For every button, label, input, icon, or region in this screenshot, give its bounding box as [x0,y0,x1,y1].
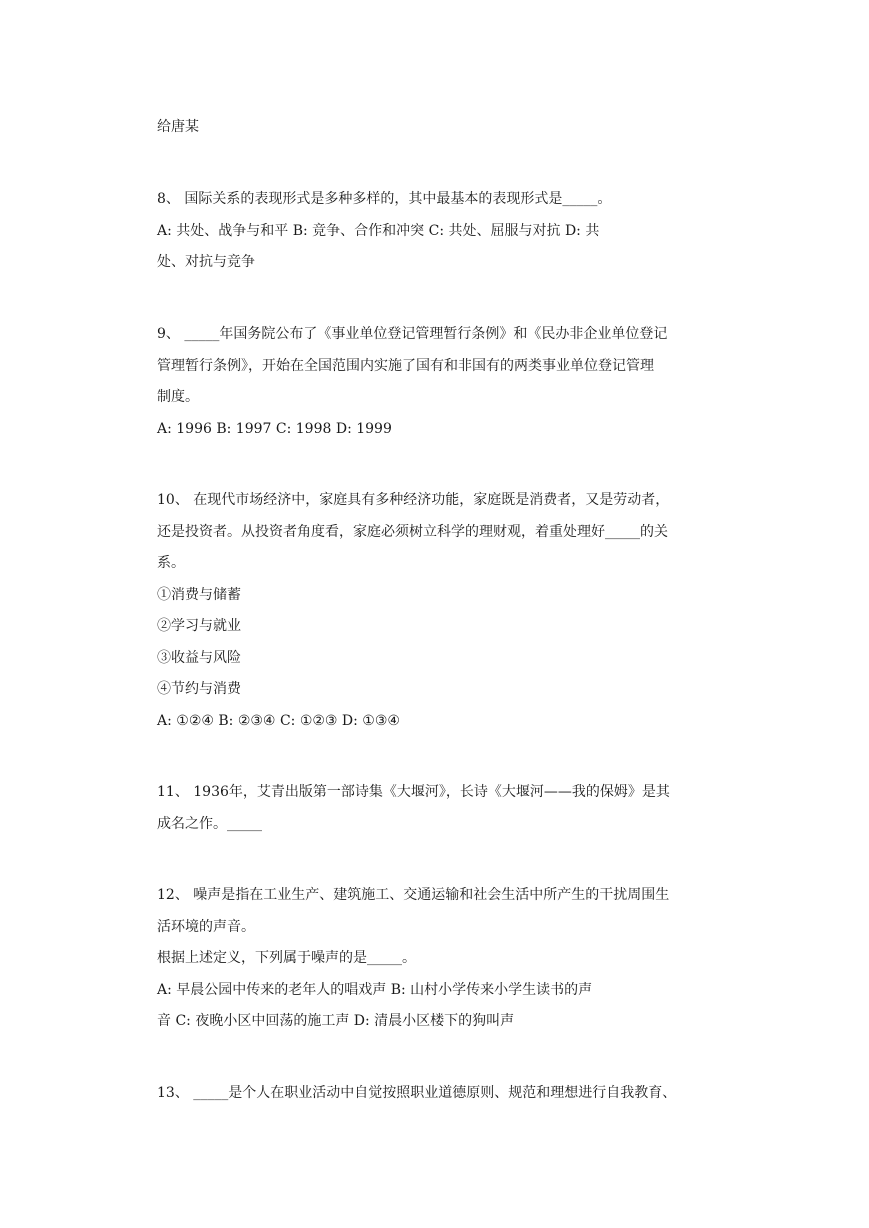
question-10-stem-line-3: 系。 [157,555,185,571]
question-10-item-4: ④节约与消费 [157,681,241,697]
question-10-stem-line-1: 10、 在现代市场经济中，家庭具有多种经济功能，家庭既是消费者，又是劳动者， [157,492,670,508]
question-10-item-1: ①消费与储蓄 [157,587,241,603]
question-12-options-line-1: A: 早晨公园中传来的老年人的唱戏声 B: 山村小学传来小学生读书的声 [157,982,593,998]
question-10-item-2: ②学习与就业 [157,618,241,634]
question-8-options-line-1: A: 共处、战争与和平 B: 竞争、合作和冲突 C: 共处、屈服与对抗 D: 共 [157,223,600,239]
question-12-stem-line-1: 12、 噪声是指在工业生产、建筑施工、交通运输和社会生活中所产生的干扰周围生 [157,887,670,903]
question-9-options: A: 1996 B: 1997 C: 1998 D: 1999 [157,421,392,437]
question-12-stem-line-3: 根据上述定义，下列属于噪声的是_____。 [157,950,416,966]
question-10-item-3: ③收益与风险 [157,650,241,666]
question-12-options-line-2: 音 C: 夜晚小区中回荡的施工声 D: 清晨小区楼下的狗叫声 [157,1013,515,1029]
question-9-stem-line-3: 制度。 [157,389,199,405]
question-8-stem: 8、 国际关系的表现形式是多种多样的，其中最基本的表现形式是_____。 [157,191,612,207]
question-11-stem-line-2: 成名之作。_____ [157,816,262,832]
question-12-stem-line-2: 活环境的声音。 [157,919,255,935]
question-13-stem-line-1: 13、 _____是个人在职业活动中自觉按照职业道德原则、规范和理想进行自我教育、 [157,1085,677,1101]
question-8-options-line-2: 处、对抗与竞争 [157,254,255,270]
question-9-stem-line-1: 9、 _____年国务院公布了《事业单位登记管理暂行条例》和《民办非企业单位登记 [157,326,668,342]
question-9-stem-line-2: 管理暂行条例》，开始在全国范围内实施了国有和非国有的两类事业单位登记管理 [157,358,654,374]
question-10-stem-line-2: 还是投资者。从投资者角度看，家庭必须树立科学的理财观，着重处理好_____的关 [157,524,668,540]
question-10-options: A: ①②④ B: ②③④ C: ①②③ D: ①③④ [157,713,400,729]
line-1: 给唐某 [157,119,199,135]
question-11-stem-line-1: 11、 1936年，艾青出版第一部诗集《大堰河》，长诗《大堰河——我的保姆》是其 [157,784,670,800]
